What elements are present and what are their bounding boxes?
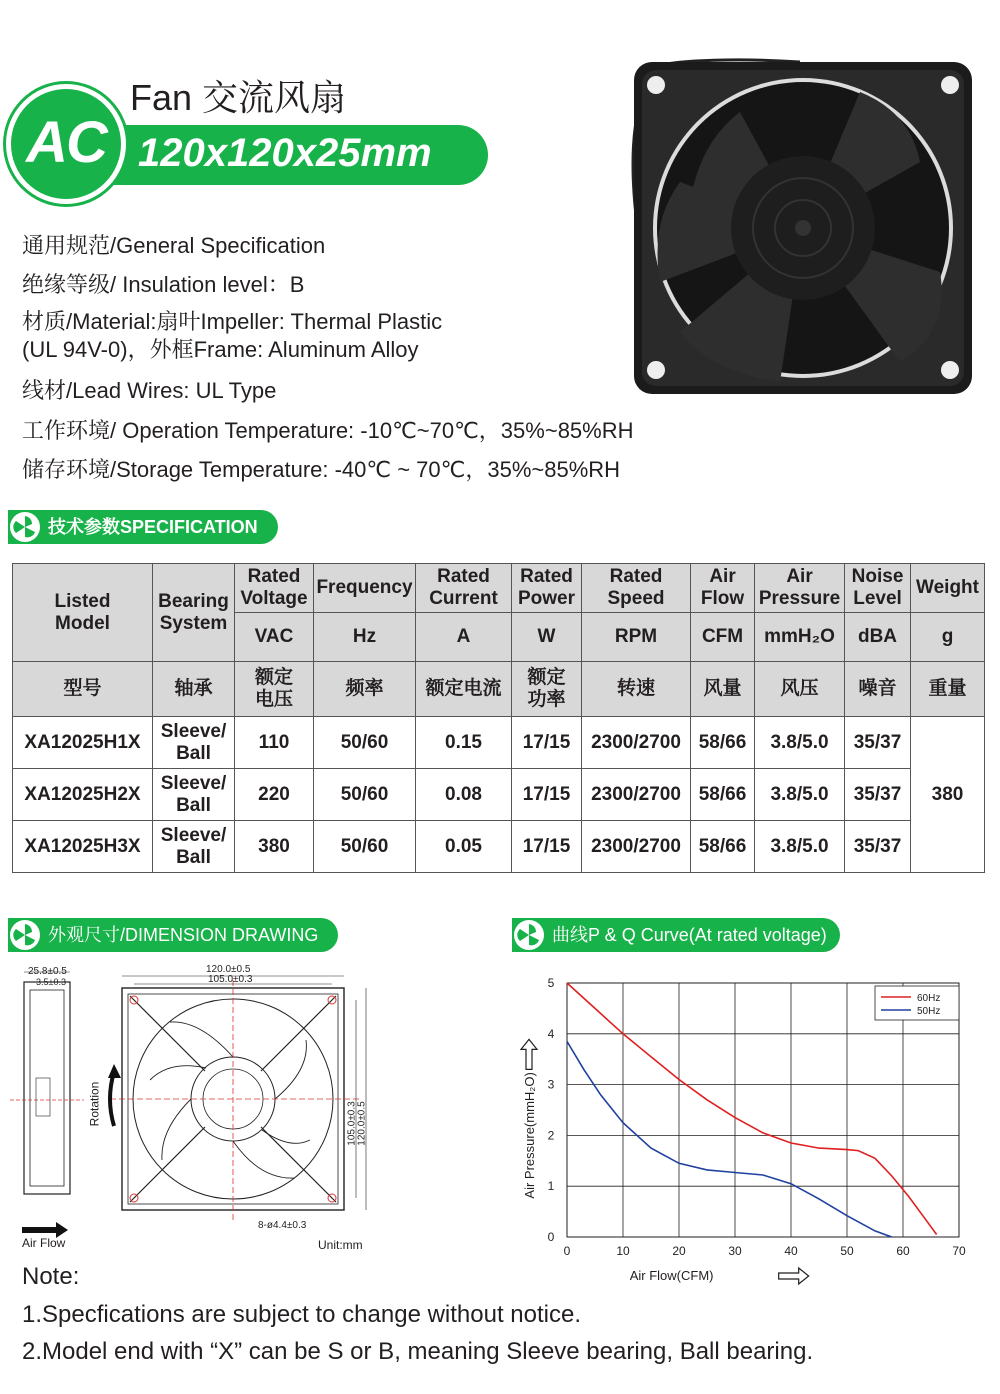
- cell-pressure: 3.8/5.0: [755, 717, 845, 769]
- spec-lead-wires: 线材/Lead Wires: UL Type: [22, 378, 277, 403]
- x-tick-label: 0: [563, 1244, 571, 1258]
- y-tick-label: 1: [547, 1179, 555, 1194]
- y-tick-label: 2: [547, 1128, 555, 1143]
- unit-weight: g: [911, 613, 985, 662]
- cell-pressure: 3.8/5.0: [755, 821, 845, 873]
- spec-general: 通用规范/General Specification: [22, 233, 326, 258]
- cell-voltage: 110: [235, 717, 314, 769]
- rotation-label: Rotation: [87, 1081, 102, 1127]
- section-title: 技术参数SPECIFICATION: [48, 517, 258, 537]
- spec-insulation: 绝缘等级/ Insulation level：B: [22, 272, 305, 297]
- x-tick-label: 60: [896, 1244, 910, 1258]
- spec-material: 材质/Material:扇叶Impeller: Thermal Plastic: [22, 309, 443, 334]
- y-tick-label: 3: [547, 1077, 555, 1092]
- fan-icon: [10, 512, 40, 542]
- dim-depth: 25.8±0.5: [28, 966, 67, 977]
- cn-header: 风压: [755, 662, 845, 717]
- cell-bearing: Sleeve/ Ball: [153, 717, 235, 769]
- y-tick-label: 0: [547, 1230, 555, 1244]
- unit-speed: RPM: [582, 613, 691, 662]
- page-title: Fan 交流风扇: [130, 77, 347, 118]
- cell-noise: 35/37: [845, 821, 911, 873]
- note-item-2: 2.Model end with “X” can be S or B, meaning Sleeve bearing, Ball bearing.: [22, 1338, 814, 1365]
- cn-header: 型号: [13, 662, 153, 717]
- cn-header: 额定电流: [416, 662, 512, 717]
- cell-pressure: 3.8/5.0: [755, 769, 845, 821]
- spec-operation-temp: 工作环境/ Operation Temperature: -10℃~70℃，35%~85%RH: [22, 418, 634, 443]
- unit-power: W: [512, 613, 582, 662]
- size-text: 120x120x25mm: [138, 131, 432, 175]
- cell-voltage: 220: [235, 769, 314, 821]
- cell-speed: 2300/2700: [582, 821, 691, 873]
- header-current: Rated Current: [416, 564, 512, 613]
- cell-airflow: 58/66: [691, 717, 755, 769]
- section-header-spec: [8, 510, 278, 544]
- dim-holes: 8-ø4.4±0.3: [258, 1220, 307, 1231]
- x-tick-label: 70: [952, 1244, 966, 1258]
- x-tick-label: 20: [672, 1244, 686, 1258]
- x-tick-label: 10: [616, 1244, 630, 1258]
- header-bearing: Bearing System: [153, 564, 235, 662]
- header-model: Listed Model: [13, 564, 153, 662]
- pq-curve-chart: [510, 965, 990, 1285]
- cell-current: 0.15: [416, 717, 512, 769]
- fan-icon: [514, 920, 544, 950]
- spec-storage-temp: 储存环境/Storage Temperature: -40℃ ~ 70℃，35%~85%RH: [22, 457, 621, 482]
- dim-width: 120.0±0.5: [206, 964, 251, 975]
- cell-model: XA12025H3X: [13, 821, 153, 873]
- spec-table: [12, 563, 985, 873]
- cell-frequency: 50/60: [314, 769, 416, 821]
- airflow-label: Air Flow: [22, 1236, 66, 1250]
- cell-speed: 2300/2700: [582, 769, 691, 821]
- cell-current: 0.05: [416, 821, 512, 873]
- y-axis-label: Air Pressure(mmH₂O): [522, 1072, 537, 1199]
- cell-speed: 2300/2700: [582, 717, 691, 769]
- section-title: 外观尺寸/DIMENSION DRAWING: [48, 925, 319, 945]
- fan-icon: [10, 920, 40, 950]
- plot-frame: [567, 983, 959, 1237]
- cell-airflow: 58/66: [691, 769, 755, 821]
- table-row: [13, 717, 985, 769]
- header-weight: Weight: [911, 564, 985, 613]
- header-speed: Rated Speed: [582, 564, 691, 613]
- dim-hole-span: 105.0±0.3: [208, 974, 253, 985]
- section-header-curve: [512, 918, 840, 952]
- table-row: [13, 769, 985, 821]
- cell-bearing: Sleeve/ Ball: [153, 821, 235, 873]
- unit-airflow: CFM: [691, 613, 755, 662]
- y-tick-label: 5: [547, 976, 555, 990]
- unit-pressure: mmH₂O: [755, 613, 845, 662]
- header-airflow: Air Flow: [691, 564, 755, 613]
- arrow-right-icon: [779, 1268, 809, 1284]
- ac-badge: [6, 84, 126, 204]
- x-axis-label: Air Flow(CFM): [629, 1268, 714, 1283]
- header-noise: Noise Level: [845, 564, 911, 613]
- cell-bearing: Sleeve/ Ball: [153, 769, 235, 821]
- note-title: Note:: [22, 1263, 80, 1290]
- dim-depth2: 3.5±0.3: [36, 977, 66, 987]
- cn-header: 风量: [691, 662, 755, 717]
- unit-frequency: Hz: [314, 613, 416, 662]
- cell-power: 17/15: [512, 821, 582, 873]
- cell-noise: 35/37: [845, 769, 911, 821]
- series-line-60Hz: [567, 983, 937, 1235]
- section-header-dimension: [8, 918, 338, 952]
- table-row: [13, 821, 985, 873]
- fan-photo: [620, 52, 976, 397]
- cell-voltage: 380: [235, 821, 314, 873]
- cell-airflow: 58/66: [691, 821, 755, 873]
- cn-header: 频率: [314, 662, 416, 717]
- header-frequency: Frequency: [314, 564, 416, 613]
- unit-label: Unit:mm: [318, 1238, 363, 1252]
- cn-header: 额定功率: [512, 662, 582, 717]
- series-line-50Hz: [567, 1041, 892, 1237]
- table-cn-header-row: [13, 662, 985, 717]
- cell-power: 17/15: [512, 717, 582, 769]
- cn-header: 重量: [911, 662, 985, 717]
- cn-header: 转速: [582, 662, 691, 717]
- dim-height-hole: 105.0±0.3: [346, 1101, 358, 1146]
- section-title: 曲线P & Q Curve(At rated voltage): [552, 925, 827, 945]
- size-banner: [90, 125, 488, 185]
- header-pressure: Air Pressure: [755, 564, 845, 613]
- dimension-drawing: [10, 960, 390, 1260]
- cn-header: 噪音: [845, 662, 911, 717]
- cell-frequency: 50/60: [314, 717, 416, 769]
- y-tick-label: 4: [547, 1026, 555, 1041]
- arrow-up-icon: [521, 1039, 537, 1069]
- cell-model: XA12025H1X: [13, 717, 153, 769]
- cn-header: 轴承: [153, 662, 235, 717]
- unit-noise: dBA: [845, 613, 911, 662]
- cell-power: 17/15: [512, 769, 582, 821]
- header-voltage: Rated Voltage: [235, 564, 314, 613]
- unit-voltage: VAC: [235, 613, 314, 662]
- x-tick-label: 30: [728, 1244, 742, 1258]
- cell-noise: 35/37: [845, 717, 911, 769]
- cell-current: 0.08: [416, 769, 512, 821]
- table-header-row: [13, 564, 985, 613]
- cell-frequency: 50/60: [314, 821, 416, 873]
- note-item-1: 1.Specfications are subject to change without notice.: [22, 1301, 582, 1328]
- x-tick-label: 50: [840, 1244, 854, 1258]
- unit-current: A: [416, 613, 512, 662]
- legend-label: 60Hz: [917, 993, 941, 1004]
- cell-weight: 380: [911, 717, 985, 873]
- cell-model: XA12025H2X: [13, 769, 153, 821]
- header-power: Rated Power: [512, 564, 582, 613]
- dim-height: 120.0±0.5: [356, 1101, 368, 1146]
- badge-text: AC: [26, 110, 106, 175]
- legend-label: 50Hz: [917, 1006, 941, 1017]
- spec-material-frame: (UL 94V-0)，外框Frame: Aluminum Alloy: [22, 337, 419, 362]
- cn-header: 额定电压: [235, 662, 314, 717]
- x-tick-label: 40: [784, 1244, 798, 1258]
